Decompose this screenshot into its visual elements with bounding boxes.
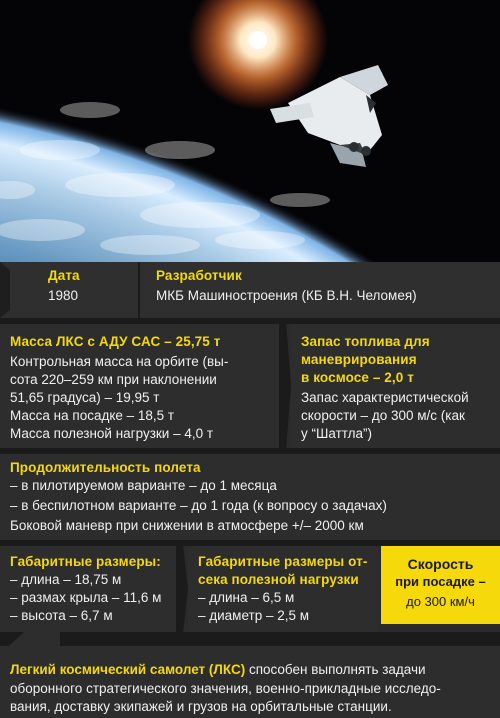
earth-orbit-illustration <box>0 0 500 262</box>
developer-label: Разработчик <box>156 268 242 283</box>
date-developer-row <box>0 262 500 318</box>
payload-line-2: – диаметр – 2,5 м <box>198 608 310 623</box>
dimensions-line-3: – высота – 6,7 м <box>10 608 113 623</box>
fuel-line-3: у “Шаттла”) <box>301 426 373 441</box>
mass-line-1: Контрольная масса на орбите (вы- <box>10 354 229 369</box>
summary-line-3: вания, доставку экипажей и грузов на орбитальные станции. <box>10 699 392 714</box>
summary-line-2: оборонного стратегического значения, военно-прикладные исследо- <box>10 681 441 696</box>
mass-line-3: 51,65 градуса) – 19,95 т <box>10 390 160 405</box>
chevron-divider-1 <box>279 324 291 448</box>
duration-title: Продолжительность полета <box>10 460 201 475</box>
mass-block <box>0 324 279 448</box>
summary-highlight: Легкий космический самолет (ЛКС) <box>10 662 246 677</box>
duration-line-3: Боковой маневр при снижении в атмосфере +/– 2000 км <box>10 518 364 533</box>
fuel-line-1: Запас характеристической <box>301 390 469 405</box>
summary-block <box>0 646 500 718</box>
duration-line-2: – в беспилотном варианте – до 1 года (к вопросу о задачах) <box>10 498 387 513</box>
developer-value: МКБ Машиностроения (КБ В.Н. Челомея) <box>156 288 417 303</box>
speed-line-3: до 300 км/ч <box>406 594 475 609</box>
mass-title: Масса ЛКС с АДУ САС – 25,75 т <box>10 334 221 349</box>
summary-rest: способен выполнять задачи <box>245 662 426 677</box>
column-divider <box>138 262 140 318</box>
landing-speed-box <box>381 546 500 624</box>
dimensions-block <box>0 546 176 632</box>
mass-line-5: Масса полезной нагрузки – 4,0 т <box>10 426 214 441</box>
duration-line-1: – в пилотируемом варианте – до 1 месяца <box>10 478 277 493</box>
separator-4 <box>0 632 500 646</box>
date-label: Дата <box>48 268 80 283</box>
speed-line-1: Скорость <box>407 556 474 572</box>
date-value: 1980 <box>48 288 79 303</box>
dimensions-title: Габаритные размеры: <box>10 554 161 569</box>
fuel-line-2: скорости – до 300 м/с (как <box>301 408 465 423</box>
left-tab-decoration <box>0 262 10 318</box>
fuel-block <box>291 324 500 448</box>
mass-line-4: Масса на посадке – 18,5 т <box>10 408 175 423</box>
fuel-title-2: маневрирования <box>301 352 417 367</box>
chevron-divider-2 <box>176 546 188 632</box>
speed-line-2: при посадке – <box>395 574 486 589</box>
fuel-title-1: Запас топлива для <box>301 334 430 349</box>
payload-title-1: Габаритные размеры от- <box>198 554 368 569</box>
payload-line-1: – длина – 6,5 м <box>198 590 295 605</box>
space-image <box>0 0 500 262</box>
fuel-title-3: в космосе – 2,0 т <box>301 370 414 385</box>
mass-line-2: сота 220–259 км при наклонении <box>10 372 217 387</box>
duration-block <box>0 454 500 540</box>
summary-line-1 <box>10 660 426 680</box>
payload-title-2: сека полезной нагрузки <box>198 572 359 587</box>
payload-block <box>188 546 378 632</box>
dimensions-line-2: – размах крыла – 11,6 м <box>10 590 162 605</box>
dimensions-line-1: – длина – 18,75 м <box>10 572 122 587</box>
